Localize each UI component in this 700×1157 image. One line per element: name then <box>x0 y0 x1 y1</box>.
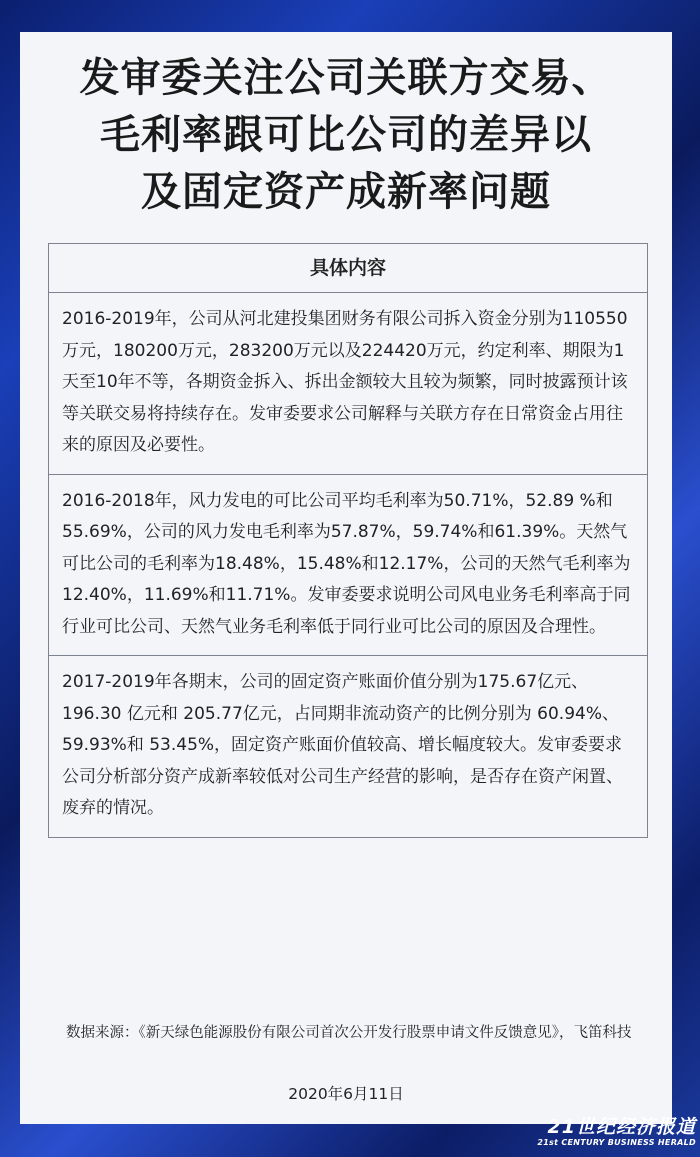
page-title <box>40 50 652 221</box>
table-row-gross-margin: 2016-2018年，风力发电的可比公司平均毛利率为50.71%，52.89 %和55.69%，公司的风力发电毛利率为57.87%，59.74%和61.39%。天然气可比公司的毛利率为18.48%，15.48%和12.17%，公司的天然气毛利率为12.40%，11.69%和11.71%。发审委要求说明公司风电业务毛利率高于同行业可比公司、天然气业务毛利率低于同行业可比公司的原因及合理性。 <box>49 475 647 657</box>
title-line-1: 发审委关注公司关联方交易、 <box>79 55 613 101</box>
logo-cn-text: 21世纪经济报道 <box>547 1116 696 1138</box>
logo-en-text: 21st CENTURY BUSINESS HERALD <box>537 1138 696 1147</box>
data-source-note: 数据来源：《新天绿色能源股份有限公司首次公开发行股票申请文件反馈意见》，飞笛科技 <box>66 1025 632 1041</box>
title-line-2: 毛利率跟可比公司的差异以 <box>100 112 592 158</box>
article-card <box>20 32 672 1124</box>
table-row-fixed-assets: 2017-2019年各期末，公司的固定资产账面价值分别为175.67亿元、196.30 亿元和 205.77亿元，占同期非流动资产的比例分别为 60.94%、59.93%和 53.45%，固定资产账面价值较高、增长幅度较大。发审委要求公司分析部分资产成新率较低对公司生产经营的影响，是否存在资产闲置、废弃的情况。 <box>62 672 623 818</box>
title-line-3: 及固定资产成新率问题 <box>141 169 551 215</box>
table-row-related-party: 2016-2019年，公司从河北建投集团财务有限公司拆入资金分别为110550万元，180200万元，283200万元以及224420万元，约定利率、期限为1天至10年不等，各期资金拆入、拆出金额较大且较为频繁，同时披露预计该等关联交易将持续存在。发审委要求公司解释与关联方存在日常资金占用往来的原因及必要性。 <box>49 293 647 475</box>
publisher-logo <box>537 1116 696 1147</box>
publish-date: 2020年6月11日 <box>288 1085 404 1103</box>
table-header: 具体内容 <box>49 244 647 293</box>
details-table <box>48 243 648 838</box>
